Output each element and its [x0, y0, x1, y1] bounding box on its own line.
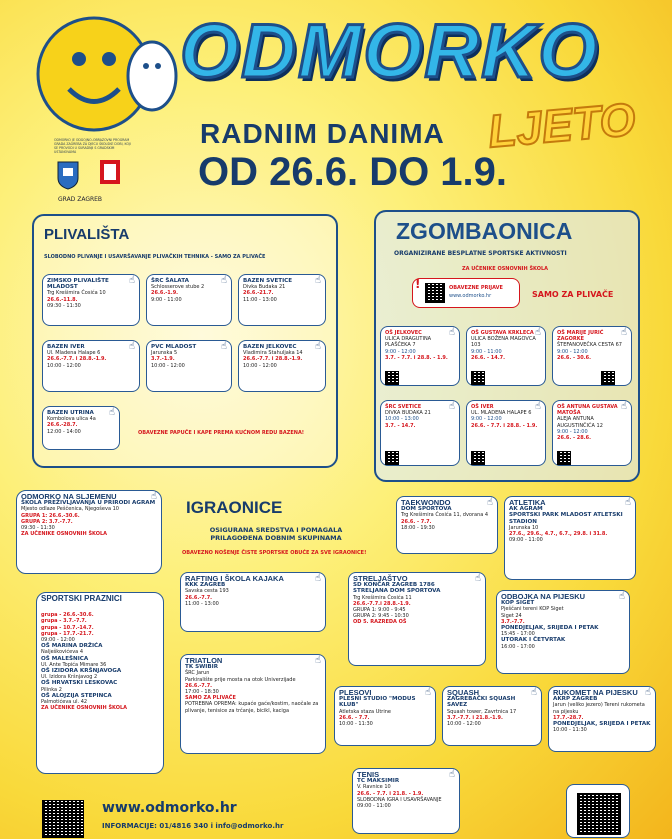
samo-plivace: SAMO ZA PLIVAČE — [532, 290, 614, 299]
streljastvo-club: SD KONČAR ZAGREB 1786 — [353, 582, 435, 589]
pool-card[interactable] — [146, 274, 232, 326]
plesovi-time: 10:00 - 11:30 — [339, 721, 373, 728]
date-range: OD 26.6. DO 1.9. — [198, 150, 508, 194]
sljeme-title: ODMORKO NA SLJEMENU — [21, 492, 117, 501]
streljastvo-address: Trg Krešimira Ćosića 11 — [353, 594, 412, 601]
odbojka-place: Pješčani tereni KOP Siget — [501, 606, 564, 613]
hand-pointer-icon: ☝ — [220, 341, 227, 352]
school-dates: 3.7. - 14.7. — [385, 422, 416, 429]
squash-card[interactable] — [442, 686, 542, 746]
praznici-school[interactable]: OŠ IZIDORA KRŠNJAVOGA — [41, 668, 122, 675]
pool-time: 12:00 - 14:00 — [47, 428, 81, 435]
praznici-note: ZA UČENIKE OSNOVNIH ŠKOLA — [41, 705, 128, 712]
pool-dates: 3.7.-1.9. — [151, 356, 175, 363]
praznici-address: Pilinka 2 — [41, 686, 62, 693]
rukomet-club: AKRP ZAGREB — [553, 696, 598, 703]
praznici-school[interactable]: OŠ MARINA DRŽIĆA — [41, 643, 103, 650]
tenis-desc: SLOBODNA IGRA I USAVRŠAVANJE — [357, 796, 442, 803]
pool-dates: 26.6.-11.8. — [47, 296, 78, 303]
plesovi-card[interactable] — [334, 686, 436, 746]
partner-logo-icon — [100, 160, 120, 188]
pool-dates: 26.6.-28.7. — [47, 422, 78, 429]
pool-time: 09:30 - 11:30 — [47, 302, 81, 309]
weekday-note: RADNIM DANIMA — [200, 118, 445, 149]
page-subtitle: LJETO — [486, 92, 638, 158]
hand-pointer-icon: ☝ — [530, 687, 537, 698]
praznici-group: grupa - 26.6.-30.6. — [41, 612, 94, 619]
hand-pointer-icon: ☝ — [620, 401, 627, 412]
grad-description: ODMORKO JE ODGOJNO-OBRAZOVNI PROGRAM GRADA ZAGREBA ZA DJECU ŠKOLSKE DOBI, KOJI SE PROVODI U SURADNJI S GRADSKIM USTANOVAMA — [54, 138, 131, 154]
streljastvo-dates: 26.6.-7.7.i 28.8.-1.9. — [353, 600, 411, 607]
sljeme-group-2: GRUPA 2: 3.7.-7.7. — [21, 518, 73, 525]
hand-pointer-icon: ☝ — [448, 769, 455, 780]
pool-address: Vladimira Stahuljaka 14 — [243, 350, 303, 357]
hand-pointer-icon: ☝ — [534, 327, 541, 338]
qr-code-icon[interactable] — [471, 451, 485, 465]
tenis-address: V. Ravnice 10 — [357, 784, 391, 791]
zgombaonica-panel — [374, 210, 640, 482]
rafting-card[interactable] — [180, 572, 326, 632]
school-card[interactable] — [552, 326, 632, 386]
sljeme-time: 09:30 - 11:30 — [21, 525, 55, 532]
triatlon-samo: SAMO ZA PLIVAČE — [185, 695, 236, 702]
tenis-club: TC MAKSIMIR — [357, 778, 400, 785]
qr-code-icon[interactable] — [577, 793, 621, 835]
praznici-school[interactable]: OŠ HRVATSKI LESKOVAC — [41, 680, 118, 687]
praznici-address: Nalješkovićeva 4 — [41, 649, 84, 656]
pool-time: 11:00 - 13:00 — [243, 296, 277, 303]
rafting-dates: 26.6.-7.7. — [185, 594, 213, 601]
rukomet-title: RUKOMET NA PIJESKU — [553, 688, 638, 697]
atletika-address: Jarunska 10 — [509, 524, 539, 531]
sljeme-note: ZA UČENIKE OSNOVNIH ŠKOLA — [21, 531, 108, 538]
streljastvo-title: STRELJAŠTVO — [353, 574, 408, 583]
rafting-title: RAFTING I ŠKOLA KAJAKA — [185, 574, 284, 583]
hand-pointer-icon: ☝ — [314, 341, 321, 352]
school-time: 10:00 - 13:00 — [385, 416, 419, 423]
school-name: OŠ GUSTAVA KRKLECA — [471, 330, 534, 336]
plivalista-note: OBAVEZNE PAPUČE I KAPE PREMA KUĆNOM REDU BAZENA! — [138, 430, 305, 436]
school-address: UL. MLADENA HALAPE 6 — [471, 410, 532, 417]
odbojka-days-2: UTORAK I ČETVRTAK — [501, 637, 566, 644]
streljastvo-group-2: GRUPA 2: 9:45 - 10:30 — [353, 613, 409, 620]
streljastvo-place: STRELJANA DOM SPORTOVA — [353, 588, 441, 595]
hand-pointer-icon: ☝ — [618, 591, 625, 602]
atletika-time: 09:00 - 11:00 — [509, 537, 543, 544]
pool-address: Ul. Mladena Halape 6 — [47, 350, 101, 357]
pool-card[interactable] — [42, 274, 140, 326]
praznici-group: grupa - 17.7.-21.7. — [41, 630, 94, 637]
praznici-title: SPORTSKI PRAZNICI — [41, 594, 122, 603]
triatlon-dates: 26.6.-7.7. — [185, 682, 213, 689]
rukomet-card[interactable] — [548, 686, 656, 752]
zgombaonica-for: ZA UČENIKE OSNOVNIH ŠKOLA — [462, 266, 549, 272]
rukomet-address: Jarun (veliko jezero) Tereni rukometa na pijesku — [553, 702, 645, 715]
atletika-card[interactable] — [504, 496, 636, 580]
igraonice-note: OBAVEZNO NOŠENJE ČISTE SPORTSKE OBUĆE ZA SVE IGRAONICE! — [182, 550, 367, 556]
squash-title: SQUASH — [447, 688, 480, 697]
atletika-place: SPORTSKI PARK MLADOST ATLETSKI STADION — [509, 512, 623, 525]
triatlon-oprema: POTREBNA OPREMA: kupaće gaće/kostim, naočale za plivanje, tenisice za trčanje, bicikl, kaciga — [185, 701, 319, 714]
hand-pointer-icon: ☝ — [314, 573, 321, 584]
school-dates: 26.6. - 7.7. i 28.8. - 1.9. — [471, 422, 538, 429]
rukomet-days: PONEDJELJAK, SRIJEDA I PETAK — [553, 721, 651, 728]
praznici-school[interactable]: OŠ ALOJZIJA STEPINCA — [41, 692, 112, 699]
hand-pointer-icon: ☝ — [128, 341, 135, 352]
rafting-time: 11:00 - 13:00 — [185, 600, 219, 607]
school-time: 9:00 - 12:00 — [471, 416, 502, 423]
praznici-school[interactable]: OŠ MALEŠNICA — [41, 655, 89, 662]
school-dates: 3.7. - 7.7. i 28.8. - 1.9. — [385, 354, 448, 361]
pool-time: 10:00 - 12:00 — [151, 362, 185, 369]
pool-name: ZIMSKO PLIVALIŠTE MLADOST — [47, 278, 109, 291]
school-dates: 26.6. - 14.7. — [471, 354, 506, 361]
streljastvo-card[interactable] — [348, 572, 486, 666]
hand-pointer-icon: ☝ — [314, 275, 321, 286]
hand-pointer-icon: ☝ — [624, 497, 631, 508]
pool-card[interactable] — [42, 406, 120, 450]
tenis-card[interactable] — [352, 768, 460, 834]
zgombaonica-desc: ORGANIZIRANE BESPLATNE SPORTSKE AKTIVNOSTI — [394, 250, 567, 257]
streljastvo-group-1: GRUPA 1: 9:00 - 9:45 — [353, 607, 406, 614]
mascot-logo — [34, 4, 184, 134]
footer-qr-card — [566, 784, 630, 838]
praznici-group: grupa - 3.7.-7.7. — [41, 618, 87, 625]
triatlon-time: 17:00 - 18:30 — [185, 689, 219, 696]
hand-pointer-icon: ☝ — [534, 401, 541, 412]
qr-code-icon[interactable] — [425, 283, 445, 303]
triatlon-place: ŠRC Jarun — [185, 670, 210, 677]
qr-code-icon[interactable] — [601, 371, 615, 385]
pool-name: BAZEN IVER — [47, 344, 85, 350]
school-name: OŠ MARIJE JURIĆ ZAGORKE — [557, 330, 604, 343]
pool-name: PVC MLADOST — [151, 344, 197, 350]
school-address: ALEJA ANTUNA AUGUSTINČIĆA 12 — [557, 416, 603, 429]
school-time: 9:00 - 12:00 — [385, 348, 416, 355]
pool-name: BAZEN SVETICE — [243, 278, 293, 284]
footer-website[interactable]: www.odmorko.hr — [102, 800, 237, 816]
rukomet-time: 10:00 - 11:30 — [553, 727, 587, 734]
igraonice-title: IGRAONICE — [186, 498, 283, 517]
pool-address: Jarunska 5 — [151, 350, 178, 357]
city-crest-icon — [56, 160, 80, 194]
pool-address: Kombolova ulica 4a — [47, 416, 96, 423]
grad-label: GRAD ZAGREB — [58, 196, 103, 203]
taekwondo-time: 18:00 - 19:30 — [401, 524, 435, 531]
qr-code-icon[interactable] — [471, 371, 485, 385]
pool-card[interactable] — [42, 340, 140, 392]
tenis-title: TENIS — [357, 770, 380, 779]
taekwondo-card[interactable] — [396, 496, 498, 554]
qr-code-icon[interactable] — [42, 800, 84, 838]
school-card[interactable] — [466, 400, 546, 466]
praznici-address: Palmotićeva ul. 42 — [41, 699, 88, 706]
taekwondo-dates: 26.6. - 7.7. — [401, 518, 432, 525]
plivalista-desc: SLOBODNO PLIVANJE I USAVRŠAVANJE PLIVAČKIH TEHNIKA - SAMO ZA PLIVAČE — [44, 254, 266, 260]
school-time: 9:00 - 12:00 — [557, 428, 588, 435]
odbojka-dates: 3.7.-7.7. — [501, 618, 525, 625]
prijave-label: OBAVEZNE PRIJAVE — [449, 285, 503, 291]
school-name: OŠ ANTUNA GUSTAVA MATOŠA — [557, 404, 618, 417]
qr-code-icon[interactable] — [385, 371, 399, 385]
atletika-title: ATLETIKA — [509, 498, 546, 507]
squash-address: Squash tower, Zavrtnica 17 — [447, 708, 517, 715]
praznici-group: grupa - 10.7.-14.7. — [41, 624, 94, 631]
school-name: ŠRC SVETICE — [385, 404, 422, 410]
pool-dates: 26.6.-21.7. — [243, 290, 274, 297]
sljeme-group-1: GRUPA 1: 26.6.-30.6. — [21, 512, 80, 519]
pool-dates: 26.6.-7.7. i 28.8.-1.9. — [243, 356, 303, 363]
prijave-box[interactable] — [412, 278, 520, 308]
hand-pointer-icon: ☝ — [314, 655, 321, 666]
pool-card[interactable] — [146, 340, 232, 392]
rafting-address: Savska cesta 193 — [185, 588, 229, 595]
qr-code-icon[interactable] — [385, 451, 399, 465]
igraonice-header — [172, 488, 400, 568]
zgombaonica-title: ZGOMBAONICA — [396, 218, 573, 244]
triatlon-club: TK SWIBIR — [185, 664, 219, 671]
school-address: DIVKA BUDAKA 21 — [385, 410, 431, 417]
plesovi-dates: 26.6. - 7.7. — [339, 714, 370, 721]
pool-time: 10:00 - 12:00 — [243, 362, 277, 369]
hand-pointer-icon: ☝ — [424, 687, 431, 698]
hand-pointer-icon: ☝ — [644, 687, 651, 698]
triatlon-card[interactable] — [180, 654, 326, 754]
pool-name: BAZEN JELKOVEC — [243, 344, 297, 350]
school-time: 9:00 - 11:00 — [471, 348, 502, 355]
odbojka-address: Siget 24 — [501, 612, 522, 619]
hand-pointer-icon: ☝ — [474, 573, 481, 584]
pool-address: Schlosserove stube 2 — [151, 284, 205, 291]
school-address: ŠTEFANOVEČKA CESTA 67 — [557, 342, 622, 349]
school-card[interactable] — [552, 400, 632, 466]
sljeme-address: Mjesto odlaze Peščenica, Njegoševa 10 — [21, 506, 119, 513]
tenis-dates: 26.6. - 7.7. i 21.8. - 1.9. — [357, 790, 424, 797]
plesovi-club: PLESNI STUDIO "MODUS KLUB" — [339, 696, 416, 709]
page-title: ODMORKO — [180, 9, 600, 94]
alert-icon: ! — [415, 277, 421, 291]
pool-time: 10:00 - 12:00 — [47, 362, 81, 369]
hand-pointer-icon: ☝ — [486, 497, 493, 508]
plivalista-title: PLIVALIŠTA — [44, 226, 130, 243]
pool-card[interactable] — [238, 274, 326, 326]
hand-pointer-icon: ☝ — [448, 327, 455, 338]
pool-dates: 26.6.-1.9. — [151, 290, 179, 297]
rafting-club: KKK ZAGREB — [185, 582, 226, 589]
hand-pointer-icon: ☝ — [620, 327, 627, 338]
qr-code-icon[interactable] — [557, 451, 571, 465]
pool-name: BAZEN UTRINA — [47, 410, 94, 416]
plesovi-address: Atletska staza Utrine — [339, 708, 392, 715]
squash-club: ZAGREBAČKI SQUASH SAVEZ — [447, 696, 516, 709]
school-address: ULICA BOŽENA MAGOVCA 103 — [471, 336, 536, 349]
school-name: OŠ JELKOVEC — [385, 330, 422, 336]
pool-card[interactable] — [238, 340, 326, 392]
praznici-card — [36, 592, 164, 774]
prijave-link[interactable]: www.odmorko.hr — [449, 293, 492, 299]
pool-dates: 26.6.-7.7. i 28.8.-1.9. — [47, 356, 107, 363]
pool-name: ŠRC ŠALATA — [151, 278, 189, 284]
taekwondo-club: DOM SPORTOVA — [401, 506, 452, 513]
plesovi-title: PLESOVI — [339, 688, 372, 697]
odbojka-title: ODBOJKA NA PIJESKU — [501, 592, 586, 601]
odbojka-time-2: 16:00 - 17:00 — [501, 643, 535, 650]
school-name: OŠ IVER — [471, 404, 494, 410]
sljeme-card[interactable] — [16, 490, 162, 574]
hand-pointer-icon: ☝ — [150, 491, 157, 502]
pool-address: Divka Budaka 21 — [243, 284, 286, 291]
footer-info: INFORMACIJE: 01/4816 340 i info@odmorko.hr — [102, 822, 284, 830]
triatlon-title: TRIATLON — [185, 656, 223, 665]
taekwondo-title: TAEKWONDO — [401, 498, 451, 507]
rukomet-dates: 17.7.-28.7. — [553, 714, 584, 721]
odbojka-club: KOP SIGET — [501, 600, 535, 607]
hand-pointer-icon: ☝ — [220, 275, 227, 286]
odbojka-card[interactable] — [496, 590, 630, 674]
squash-time: 10:00 - 12:00 — [447, 721, 481, 728]
sljeme-subtitle: ŠKOLA PREŽIVLJAVANJA U PRIRODI AGRAM — [21, 500, 156, 507]
tenis-time: 09:00 - 11:00 — [357, 803, 391, 810]
odbojka-time: 15:45 - 17:00 — [501, 631, 535, 638]
streljastvo-note: OD 5. RAZREDA OŠ — [353, 619, 407, 626]
taekwondo-address: Trg Krešimira Ćosića 11, dvorana 4 — [401, 512, 489, 519]
pool-time: 9:00 - 11:00 — [151, 296, 182, 303]
hand-pointer-icon: ☝ — [108, 407, 115, 418]
praznici-address: Ul. Ante Topića Mimare 36 — [41, 661, 107, 668]
school-card[interactable] — [380, 326, 460, 386]
hand-pointer-icon: ☝ — [128, 275, 135, 286]
hand-pointer-icon: ☝ — [448, 401, 455, 412]
school-dates: 26.6. - 28.6. — [557, 435, 592, 442]
triatlon-address: Parkiralište prije mosta na otok Univerzijade — [185, 676, 296, 683]
odbojka-days: PONEDJELJAK, SRIJEDA I PETAK — [501, 625, 599, 632]
atletika-club: AK AGRAM — [509, 506, 543, 513]
atletika-dates: 27.6., 29.6., 4.7., 6.7., 29.8. i 31.8. — [509, 531, 608, 538]
praznici-address: Ul. Izidora Kršnjavog 2 — [41, 674, 98, 681]
plivalista-panel — [32, 214, 338, 468]
school-time: 9:00 - 12:00 — [557, 348, 588, 355]
school-card[interactable] — [380, 400, 460, 466]
praznici-time: 09:00 - 12:00 — [41, 637, 75, 644]
igraonice-desc: OSIGURANA SREDSTVA I POMAGALA PRILAGOĐENA DOBNIM SKUPINAMA — [209, 526, 343, 542]
squash-dates: 3.7.-7.7. i 21.8.-1.9. — [447, 714, 503, 721]
school-address: ULICA DRAGUTINA PLAŠČEKA 7 — [385, 336, 432, 349]
school-card[interactable] — [466, 326, 546, 386]
pool-address: Trg Krešimira Ćosića 10 — [47, 290, 106, 297]
school-dates: 26.6. - 30.6. — [557, 354, 592, 361]
